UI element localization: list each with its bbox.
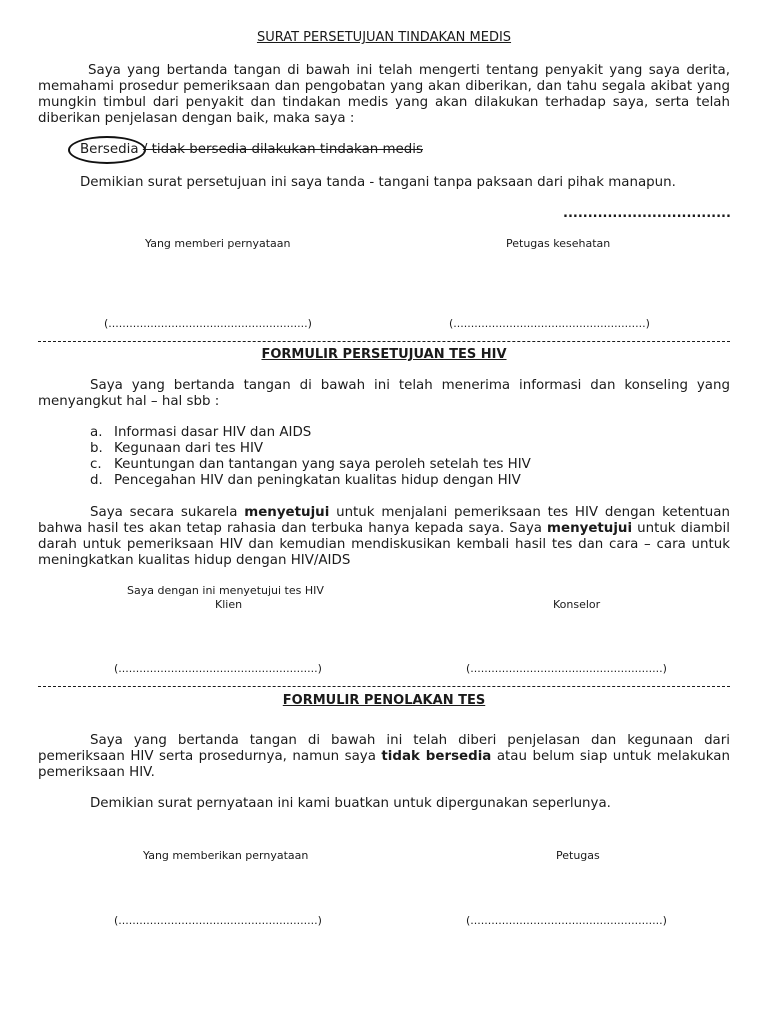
hiv-intro-line-1: Saya yang bertanda tangan di bawah ini telah menerima informasi dan konseling yang bbox=[90, 378, 730, 393]
list-item bbox=[90, 441, 263, 456]
consent-option-line bbox=[80, 142, 423, 157]
hiv-consent-line-3: darah untuk pemeriksaan HIV dan kemudian mendiskusikan kembali hasil tes dan cara – cara untuk bbox=[38, 537, 730, 552]
list-text: Keuntungan dan tantangan yang saya peroleh setelah tes HIV bbox=[114, 457, 531, 472]
hiv-consent-line-2: bahwa hasil tes akan tetap rahasia dan terbuka hanya kepada saya. Saya menyetujui untuk diambil bbox=[38, 521, 731, 536]
consent-line-1: Saya yang bertanda tangan di bawah ini telah mengerti tentang penyakit yang saya derita, bbox=[88, 63, 730, 78]
hiv-consent-paragraph bbox=[38, 505, 730, 569]
consent-form-title: SURAT PERSETUJUAN TINDAKAN MEDIS bbox=[256, 30, 512, 45]
list-text: Pencegahan HIV dan peningkatan kualitas hidup dengan HIV bbox=[114, 473, 521, 488]
signature-line-left: (.........................................................) bbox=[104, 317, 312, 330]
list-marker: a. bbox=[90, 425, 103, 440]
list-item bbox=[90, 457, 531, 472]
consent-closing-statement: Demikian surat persetujuan ini saya tanda - tangani tanpa paksaan dari pihak manapun. bbox=[80, 175, 676, 190]
hiv-intro-line-2: menyangkut hal – hal sbb : bbox=[38, 394, 220, 409]
option-tidak-bersedia-struck: / tidak bersedia dilakukan tindakan medis bbox=[142, 142, 423, 157]
list-item bbox=[90, 473, 521, 488]
signer-label-client: Klien bbox=[215, 598, 243, 611]
list-text: Informasi dasar HIV dan AIDS bbox=[114, 425, 312, 440]
list-marker: b. bbox=[90, 441, 103, 456]
hiv-intro-paragraph bbox=[38, 378, 730, 410]
section-divider bbox=[38, 686, 730, 687]
signature-line-right: (.......................................................) bbox=[466, 914, 667, 927]
signer-label-right: Petugas kesehatan bbox=[506, 237, 611, 250]
section-divider bbox=[38, 341, 730, 342]
consent-line-3: mungkin timbul dari penyakit dan tindakan medis yang akan dilakukan terhadap saya, serta telah bbox=[38, 95, 730, 110]
date-placeholder: .................................. bbox=[563, 206, 731, 221]
signature-line-counselor: (.......................................................) bbox=[466, 662, 667, 675]
option-bersedia: Bersedia bbox=[80, 142, 139, 157]
signer-label-right: Petugas bbox=[556, 849, 600, 862]
list-marker: c. bbox=[90, 457, 102, 472]
list-marker: d. bbox=[90, 473, 103, 488]
signer-label-counselor: Konselor bbox=[553, 598, 601, 611]
consent-paragraph bbox=[38, 63, 730, 127]
agree-label: Saya dengan ini menyetujui tes HIV bbox=[127, 584, 324, 597]
list-text: Kegunaan dari tes HIV bbox=[114, 441, 264, 456]
signature-line-left: (.........................................................) bbox=[114, 914, 322, 927]
hiv-consent-title: FORMULIR PERSETUJUAN TES HIV bbox=[261, 347, 507, 362]
list-item bbox=[90, 425, 311, 440]
signature-line-right: (.......................................................) bbox=[449, 317, 650, 330]
signer-label-left: Yang memberikan pernyataan bbox=[143, 849, 309, 862]
consent-line-2: memahami prosedur pemeriksaan dan pengobatan yang akan diberikan, dan tahu segala akibat yang bbox=[38, 79, 730, 94]
refusal-paragraph bbox=[38, 733, 730, 781]
hiv-consent-line-1: Saya secara sukarela menyetujui untuk menjalani pemeriksaan tes HIV dengan ketentuan bbox=[90, 505, 730, 520]
refusal-line-3: pemeriksaan HIV. bbox=[38, 765, 155, 780]
signature-line-client: (.........................................................) bbox=[114, 662, 322, 675]
refusal-closing-statement: Demikian surat pernyataan ini kami buatkan untuk dipergunakan seperlunya. bbox=[90, 796, 611, 811]
signer-label-left: Yang memberi pernyataan bbox=[145, 237, 291, 250]
hiv-consent-line-4: meningkatkan kualitas hidup dengan HIV/AIDS bbox=[38, 553, 351, 568]
consent-line-4: diberikan penjelasan dengan baik, maka saya : bbox=[38, 111, 355, 126]
refusal-form-title: FORMULIR PENOLAKAN TES bbox=[282, 693, 486, 708]
refusal-line-1: Saya yang bertanda tangan di bawah ini telah diberi penjelasan dan kegunaan dari bbox=[90, 733, 730, 748]
refusal-line-2: pemeriksaan HIV serta prosedurnya, namun saya tidak bersedia atau belum siap untuk melakukan bbox=[38, 749, 731, 764]
